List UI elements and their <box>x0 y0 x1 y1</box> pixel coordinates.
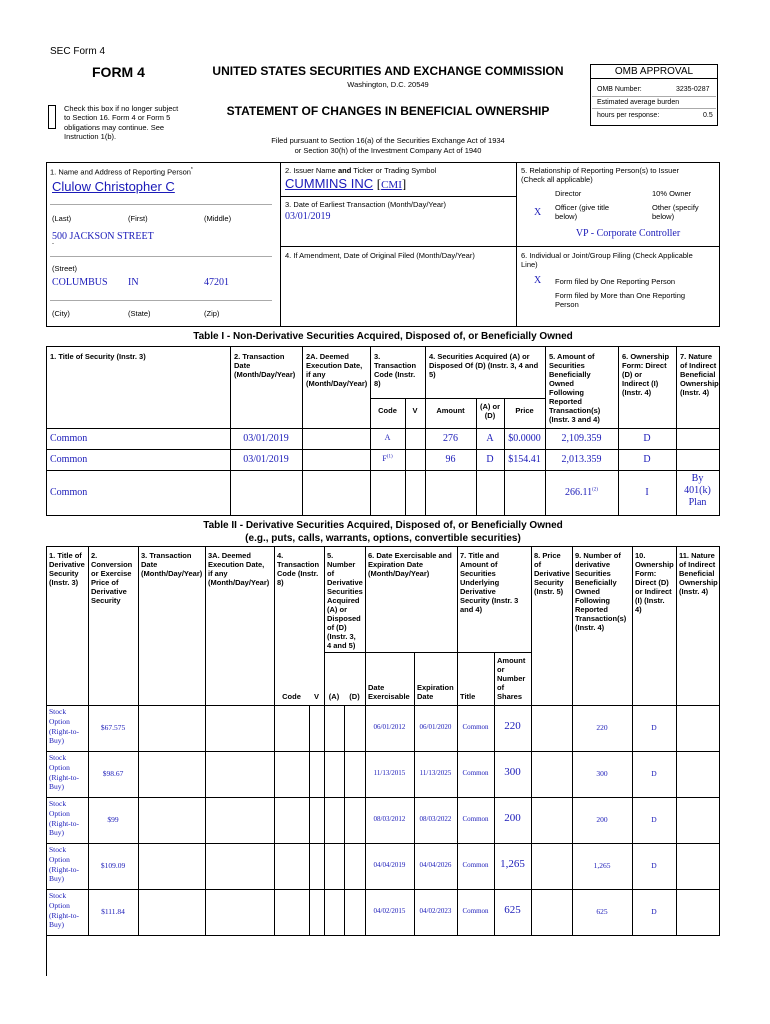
t1-row2-footnote-ref[interactable]: (1) <box>386 454 393 460</box>
t1-col6-header: 6. Ownership Form: Direct (D) or Indirect (I) (Instr. 4) <box>622 352 670 397</box>
t2-row4-form: D <box>651 861 657 870</box>
earliest-transaction-label: 3. Date of Earliest Transaction (Month/Day/Year) <box>285 200 447 209</box>
t2-code-header: Code <box>282 692 301 701</box>
t2-row2-underlying-amount: 300 <box>504 766 521 778</box>
reporting-person-name[interactable]: Clulow Christopher C <box>52 179 175 194</box>
t2-row3-expiration: 08/03/2022 <box>419 815 452 823</box>
t1-row2-form: D <box>643 454 651 465</box>
t2-row5-owned: 625 <box>596 907 608 916</box>
t2-row3-title: Stock Option (Right-to- Buy) <box>49 799 79 838</box>
t2-row5-underlying-title: Common <box>462 907 489 915</box>
t2-row1-expiration: 06/01/2020 <box>419 723 452 731</box>
t2-v-header: V <box>313 692 319 701</box>
t1-code-header: Code <box>378 406 397 415</box>
t2-row4-price: $109.09 <box>100 861 126 870</box>
t2-row1-title: Stock Option (Right-to- Buy) <box>49 707 79 746</box>
t2-row5-expiration: 04/02/2023 <box>419 907 452 915</box>
t1-row2-owned: 2,013.359 <box>561 454 602 465</box>
t2-col11-header: 11. Nature of Indirect Beneficial Ownership (Instr. 4) <box>679 551 718 596</box>
t1-row1-date: 03/01/2019 <box>243 433 289 444</box>
t2-col6-header: 6. Date Exercisable and Expiration Date (Month/Day/Year) <box>368 551 452 578</box>
t2-col10-header: 10. Ownership Form: Direct (D) or Indirect (I) (Instr. 4) <box>635 551 674 614</box>
reporting-person-label: 1. Name and Address of Reporting Person* <box>50 167 193 177</box>
t1-col2-header: 2. Transaction Date (Month/Day/Year) <box>234 352 296 379</box>
t2-row4-owned: 1,265 <box>593 861 611 870</box>
state-value: IN <box>128 277 139 288</box>
t2-row3-form: D <box>651 815 657 824</box>
agency-title: UNITED STATES SECURITIES AND EXCHANGE COMMISSION <box>212 64 564 78</box>
t2-row1-underlying-amount: 220 <box>504 720 521 732</box>
other-label: Other (specify below) <box>652 203 699 221</box>
t1-row1-form: D <box>643 433 651 444</box>
t1-amount-header: Amount <box>436 406 465 415</box>
state-label: (State) <box>128 309 151 318</box>
t2-row4-expiration: 04/04/2026 <box>419 861 452 869</box>
t1-col3-header: 3. Transaction Code (Instr. 8) <box>374 352 417 388</box>
omb-hours-label: hours per response: <box>597 112 660 119</box>
t2-col8-header: 8. Price of Derivative Security (Instr. 5) <box>534 551 570 596</box>
t2-col2-header: 2. Conversion or Exercise Price of Derivative Security <box>91 551 133 605</box>
relationship-label: 5. Relationship of Reporting Person(s) to Issuer (Check all applicable) <box>521 166 679 184</box>
one-person-check-mark: X <box>534 275 542 286</box>
ticker-link[interactable]: CMI <box>381 179 402 191</box>
t2-row1-price: $67.575 <box>100 723 126 732</box>
agency-address: Washington, D.C. 20549 <box>347 80 429 89</box>
t2-amount-header: Amount or Number of Shares <box>497 656 526 701</box>
t1-row1-code: A <box>384 433 391 442</box>
director-label: Director <box>555 189 582 198</box>
t1-row2-aord: D <box>486 454 494 465</box>
t2-row3-underlying-amount: 200 <box>504 812 521 824</box>
officer-check-mark: X <box>534 207 542 218</box>
no-longer-subject-checkbox[interactable] <box>48 105 56 129</box>
omb-number-label: OMB Number: <box>597 86 642 93</box>
t1-row3-footnote-ref[interactable]: (2) <box>592 487 598 493</box>
t1-price-header: Price <box>515 406 534 415</box>
table1-title: Table I - Non-Derivative Securities Acquired, Disposed of, or Beneficially Owned <box>193 331 573 342</box>
t2-col3a-header: 3A. Deemed Execution Date, if any (Month/Day/Year) <box>208 551 270 587</box>
issuer-label: 2. Issuer Name and Ticker or Trading Symbol <box>285 166 437 175</box>
filing-label: 6. Individual or Joint/Group Filing (Check Applicable Line) <box>521 251 693 269</box>
t2-col9-header: 9. Number of derivative Securities Beneficially Owned Following Reported Transaction(s) (Instr. 4) <box>575 551 627 632</box>
more-persons-label: Form filed by More than One Reporting Person <box>555 291 686 309</box>
omb-burden-label: Estimated average burden <box>597 99 680 106</box>
t2-row2-form: D <box>651 769 657 778</box>
t1-aord-header: (A) or (D) <box>480 402 500 420</box>
t1-row2-amount: 96 <box>445 454 456 465</box>
t2-row4-exercisable: 04/04/2019 <box>373 861 406 869</box>
t1-row1-price: $0.0000 <box>508 433 541 444</box>
officer-title: VP - Corporate Controller <box>575 228 681 239</box>
middle-label: (Middle) <box>204 214 232 223</box>
t2-col5-header: 5. Number of Derivative Securities Acquired (A) or Disposed of (D) (Instr. 3, 4 and 5) <box>327 551 363 650</box>
t2-row1-owned: 220 <box>596 723 608 732</box>
t2-a-header: (A) <box>328 692 340 701</box>
t2-row3-underlying-title: Common <box>462 815 489 823</box>
omb-title: OMB APPROVAL <box>590 64 718 79</box>
t2-title-header: Title <box>460 692 476 701</box>
t1-col2a-header: 2A. Deemed Execution Date, if any (Month/Day/Year) <box>306 352 368 388</box>
filed-pursuant-text: Filed pursuant to Section 16(a) of the Securities Exchange Act of 1934 or Section 30(h) of the Investment Company Act of 1940 <box>271 136 505 155</box>
t2-row5-price: $111.84 <box>101 907 125 916</box>
t1-col4-header: 4. Securities Acquired (A) or Disposed Of (D) (Instr. 3, 4 and 5) <box>429 352 539 379</box>
t2-row5-exercisable: 04/02/2015 <box>373 907 406 915</box>
t2-col3-header: 3. Transaction Date (Month/Day/Year) <box>141 551 203 578</box>
t2-row2-expiration: 11/13/2025 <box>419 769 452 777</box>
earliest-transaction-date: 03/01/2019 <box>285 211 331 222</box>
t2-row2-underlying-title: Common <box>462 769 489 777</box>
t2-row2-price: $98.67 <box>102 769 124 778</box>
statement-title: STATEMENT OF CHANGES IN BENEFICIAL OWNERSHIP <box>226 104 550 118</box>
t1-row3-title: Common <box>50 487 88 498</box>
t1-row1-aord: A <box>486 433 494 444</box>
table2-title: Table II - Derivative Securities Acquired, Disposed of, or Beneficially Owned (e.g., puts, calls, warrants, options, convertible securities) <box>203 520 563 544</box>
t2-row5-form: D <box>651 907 657 916</box>
t2-row2-exercisable: 11/13/2015 <box>373 769 406 777</box>
t2-row1-form: D <box>651 723 657 732</box>
t1-row1-title: Common <box>50 433 88 444</box>
zip-label: (Zip) <box>204 309 220 318</box>
t1-row3-form: I <box>645 487 649 498</box>
t2-row3-exercisable: 08/03/2012 <box>373 815 406 823</box>
t2-date-exercisable-header: Date Exercisable <box>368 683 410 701</box>
omb-hours-value: 0.5 <box>703 112 713 119</box>
sec-form-label: SEC Form 4 <box>50 46 106 57</box>
t2-d-header: (D) <box>349 692 360 701</box>
t2-row2-title: Stock Option (Right-to- Buy) <box>49 753 79 792</box>
ten-percent-owner-label: 10% Owner <box>652 189 692 198</box>
t1-row2-price: $154.41 <box>508 454 541 465</box>
issuer-name-ticker: CUMMINS INC [CMI] <box>285 176 407 191</box>
t1-col7-header: 7. Nature of Indirect Beneficial Ownership (Instr. 4) <box>680 352 719 397</box>
t2-row4-underlying-title: Common <box>462 861 489 869</box>
street-value: 500 JACKSON STREET <box>52 231 154 242</box>
t1-v-header: V <box>412 406 418 415</box>
t2-row1-underlying-title: Common <box>462 723 489 731</box>
first-label: (First) <box>128 214 148 223</box>
t2-col4-header: 4. Transaction Code (Instr. 8) <box>277 551 320 587</box>
t2-expiration-header: Expiration Date <box>417 683 454 701</box>
t2-row5-title: Stock Option (Right-to- Buy) <box>49 891 79 930</box>
t1-row2-date: 03/01/2019 <box>243 454 289 465</box>
one-person-label: Form filed by One Reporting Person <box>555 277 676 286</box>
city-value: COLUMBUS <box>52 277 108 288</box>
t1-row1-owned: 2,109.359 <box>561 433 602 444</box>
t2-row1-exercisable: 06/01/2012 <box>373 723 406 731</box>
city-label: (City) <box>52 309 70 318</box>
t2-row4-underlying-amount: 1,265 <box>500 858 525 870</box>
issuer-name-link[interactable]: CUMMINS INC <box>285 176 374 191</box>
zip-value: 47201 <box>204 277 229 288</box>
t2-row3-owned: 200 <box>596 815 608 824</box>
t2-col7-header: 7. Title and Amount of Securities Underlying Derivative Security (Instr. 3 and 4) <box>460 551 519 614</box>
t1-row3-nature: By 401(k) Plan <box>684 473 711 508</box>
t1-row2-code: $F^{(1)}$ <box>382 454 393 463</box>
last-label: (Last) <box>52 214 72 223</box>
t1-col1-header: 1. Title of Security (Instr. 3) <box>50 352 146 361</box>
officer-label: Officer (give title below) <box>555 203 610 221</box>
t2-row5-underlying-amount: 625 <box>504 904 521 916</box>
street-label: (Street) <box>52 264 78 273</box>
t2-row3-price: $99 <box>107 815 119 824</box>
amendment-label: 4. If Amendment, Date of Original Filed (Month/Day/Year) <box>285 251 475 260</box>
t1-row2-title: Common <box>50 454 88 465</box>
t2-row4-title: Stock Option (Right-to- Buy) <box>49 845 79 884</box>
t1-row3-owned: 266.11$^{(2)}$ <box>565 487 598 498</box>
form-title: FORM 4 <box>92 64 145 80</box>
t2-row2-owned: 300 <box>596 769 608 778</box>
checkbox-label: Check this box if no longer subject to Section 16. Form 4 or Form 5 obligations may continue. See Instruction 1(b). <box>64 104 179 142</box>
t1-col5-header: 5. Amount of Securities Beneficially Owned Following Reported Transaction(s) (Instr. 3 and 4) <box>549 352 601 424</box>
t1-row1-amount: 276 <box>443 433 458 444</box>
omb-number-value: 3235-0287 <box>676 86 710 93</box>
t2-col1-header: 1. Title of Derivative Security (Instr. 3) <box>49 551 85 587</box>
